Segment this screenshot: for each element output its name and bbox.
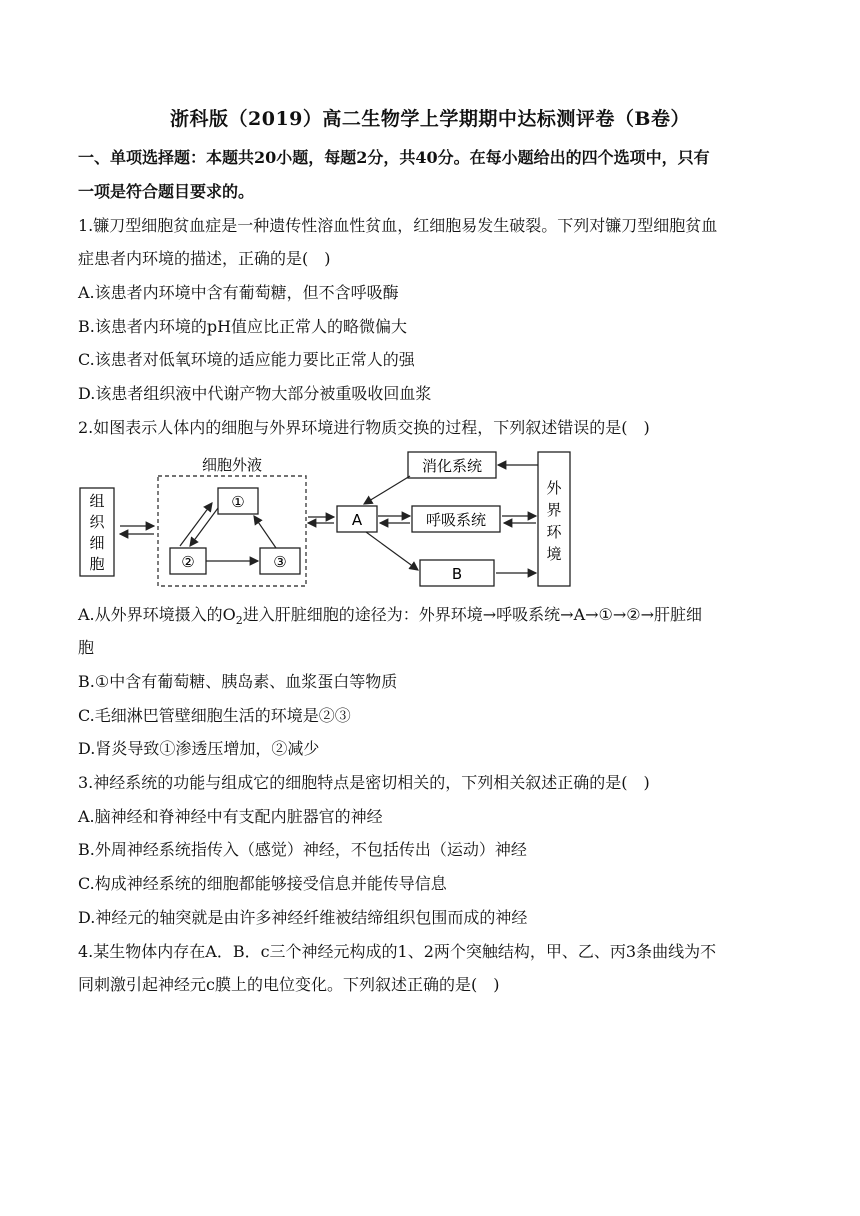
q3-option-a: A.脑神经和脊神经中有支配内脏器官的神经 bbox=[78, 807, 383, 826]
q1-option-c: C.该患者对低氧环境的适应能力要比正常人的强 bbox=[78, 350, 415, 369]
section-heading-line2: 一项是符合题目要求的。 bbox=[78, 182, 255, 201]
respiratory-system-label: 呼吸系统 bbox=[425, 511, 487, 529]
q3-option-c: C.构成神经系统的细胞都能够接受信息并能传导信息 bbox=[78, 874, 447, 893]
arrow-digestive-to-a bbox=[364, 476, 410, 504]
arrow-a-to-b bbox=[366, 532, 418, 570]
tissue-cell-char-4: 胞 bbox=[89, 555, 105, 573]
q1-stem-line2: 症患者内环境的描述，正确的是( ) bbox=[78, 249, 331, 268]
page-title: 浙科版（2019）高二生物学上学期期中达标测评卷（B卷） bbox=[170, 108, 690, 130]
q1-option-a: A.该患者内环境中含有葡萄糖，但不含呼吸酶 bbox=[78, 283, 399, 302]
tissue-cell-char-3: 细 bbox=[89, 534, 105, 552]
external-char-4: 境 bbox=[546, 545, 562, 563]
q3-option-b: B.外周神经系统指传入（感觉）神经，不包括传出（运动）神经 bbox=[78, 840, 527, 859]
node-a-label: A bbox=[351, 511, 363, 529]
q2-option-a bbox=[78, 605, 788, 631]
q2-option-c: C.毛细淋巴管壁细胞生活的环境是②③ bbox=[78, 706, 351, 725]
q2-option-a-subscript: 2 bbox=[235, 614, 243, 628]
q3-option-d: D.神经元的轴突就是由许多神经纤维被结缔组织包围而成的神经 bbox=[78, 908, 528, 927]
section-heading-line1: 一、单项选择题：本题共20小题，每题2分，共40分。在每小题给出的四个选项中，只有 bbox=[78, 148, 710, 167]
q1-stem-line1: 1.镰刀型细胞贫血症是一种遗传性溶血性贫血，红细胞易发生破裂。下列对镰刀型细胞贫血 bbox=[78, 216, 718, 235]
node-1-label: ① bbox=[231, 493, 245, 511]
q2-option-a-text-1: A.从外界环境摄入的O bbox=[78, 605, 236, 624]
q2-option-d: D.肾炎导致①渗透压增加，②减少 bbox=[78, 739, 320, 758]
arrow-3-to-1 bbox=[254, 516, 276, 548]
tissue-cell-char-2: 织 bbox=[89, 513, 105, 531]
node-b-label: B bbox=[451, 565, 463, 583]
q3-stem: 3.神经系统的功能与组成它的细胞特点是密切相关的，下列相关叙述正确的是( ) bbox=[78, 773, 650, 792]
q2-option-a-text-2: 进入肝脏细胞的途径为：外界环境→呼吸系统→A→①→②→肝脏细 bbox=[242, 605, 703, 624]
digestive-system-label: 消化系统 bbox=[421, 457, 483, 475]
node-2-label: ② bbox=[181, 553, 195, 571]
q4-stem-line1: 4.某生物体内存在A．B．c三个神经元构成的1、2两个突触结构，甲、乙、丙3条曲线为不 bbox=[78, 942, 717, 961]
body-fluid-exchange-diagram bbox=[78, 448, 578, 594]
q2-option-a-line2: 胞 bbox=[78, 638, 95, 657]
arrow-2-to-1 bbox=[180, 503, 212, 546]
external-char-1: 外 bbox=[546, 479, 562, 497]
external-char-2: 界 bbox=[546, 501, 562, 519]
q1-option-d: D.该患者组织液中代谢产物大部分被重吸收回血浆 bbox=[78, 384, 432, 403]
q2-option-b: B.①中含有葡萄糖、胰岛素、血浆蛋白等物质 bbox=[78, 672, 398, 691]
q2-stem: 2.如图表示人体内的细胞与外界环境进行物质交换的过程，下列叙述错误的是( ) bbox=[78, 418, 650, 437]
extracellular-fluid-label: 细胞外液 bbox=[201, 456, 263, 474]
external-environment-box bbox=[538, 452, 570, 586]
external-char-3: 环 bbox=[546, 523, 562, 541]
q1-option-b: B.该患者内环境的pH值应比正常人的略微偏大 bbox=[78, 317, 408, 336]
q4-stem-line2: 同刺激引起神经元c膜上的电位变化。下列叙述正确的是( ) bbox=[78, 975, 500, 994]
tissue-cell-char-1: 组 bbox=[89, 492, 105, 510]
node-3-label: ③ bbox=[273, 553, 287, 571]
